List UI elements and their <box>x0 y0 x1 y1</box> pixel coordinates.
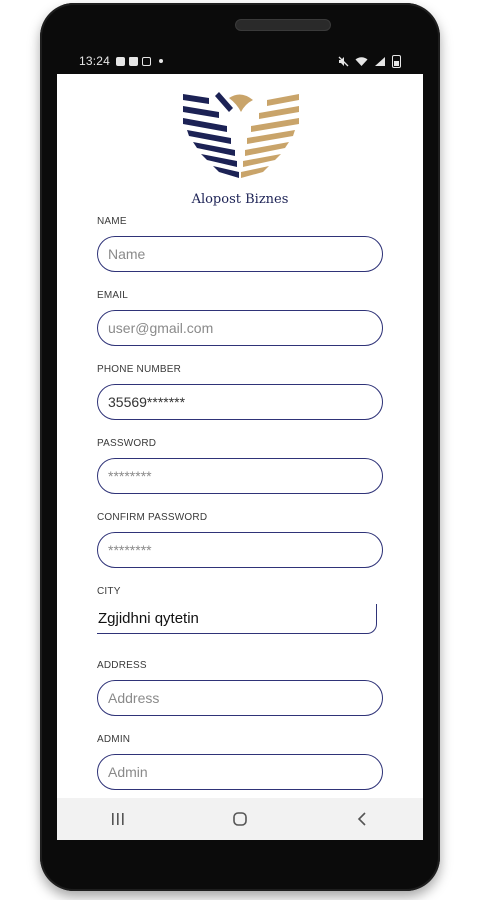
instagram-icon <box>142 57 151 66</box>
system-nav-bar <box>57 798 423 840</box>
speaker-grille <box>235 19 331 31</box>
home-icon <box>232 811 248 827</box>
password-input[interactable]: ******** <box>97 458 383 494</box>
status-bar <box>57 48 423 74</box>
signal-icon <box>374 56 386 67</box>
home-button[interactable] <box>220 804 260 834</box>
notification-icons <box>116 57 163 66</box>
admin-input[interactable]: Admin <box>97 754 383 790</box>
city-field-group <box>97 586 383 634</box>
recent-apps-button[interactable] <box>98 804 138 834</box>
confirm-password-field-group <box>97 512 383 568</box>
phone-field-group <box>97 364 383 420</box>
name-field-group <box>97 216 383 272</box>
dot-icon <box>159 59 163 63</box>
email-input[interactable]: user@gmail.com <box>97 310 383 346</box>
brand-name: Alopost Biznes <box>191 192 289 207</box>
name-label: NAME <box>97 216 127 227</box>
address-field-group <box>97 660 383 716</box>
admin-field-group <box>97 734 383 790</box>
system-icons <box>338 55 401 68</box>
name-input[interactable]: Name <box>97 236 383 272</box>
city-select[interactable]: Zgjidhni qytetin <box>97 604 377 634</box>
back-icon <box>356 811 368 827</box>
app-screen <box>57 74 423 840</box>
address-input[interactable]: Address <box>97 680 383 716</box>
email-label: EMAIL <box>97 290 129 301</box>
admin-label: ADMIN <box>97 734 131 745</box>
mute-icon <box>338 56 349 67</box>
phone-label: PHONE NUMBER <box>97 364 182 375</box>
phone-input[interactable]: 35569******* <box>97 384 383 420</box>
city-label: CITY <box>97 586 121 597</box>
confirm-password-label: CONFIRM PASSWORD <box>97 512 208 523</box>
password-field-group <box>97 438 383 494</box>
lock-icon <box>129 57 138 66</box>
confirm-password-input[interactable]: ******** <box>97 532 383 568</box>
password-label: PASSWORD <box>97 438 157 449</box>
address-label: ADDRESS <box>97 660 147 671</box>
battery-icon <box>392 55 401 68</box>
recent-apps-icon <box>110 812 126 826</box>
back-button[interactable] <box>342 804 382 834</box>
facebook-icon <box>116 57 125 66</box>
alopost-logo-icon <box>179 88 303 188</box>
status-time: 13:24 <box>79 54 111 68</box>
wifi-icon <box>355 56 368 67</box>
email-field-group <box>97 290 383 346</box>
